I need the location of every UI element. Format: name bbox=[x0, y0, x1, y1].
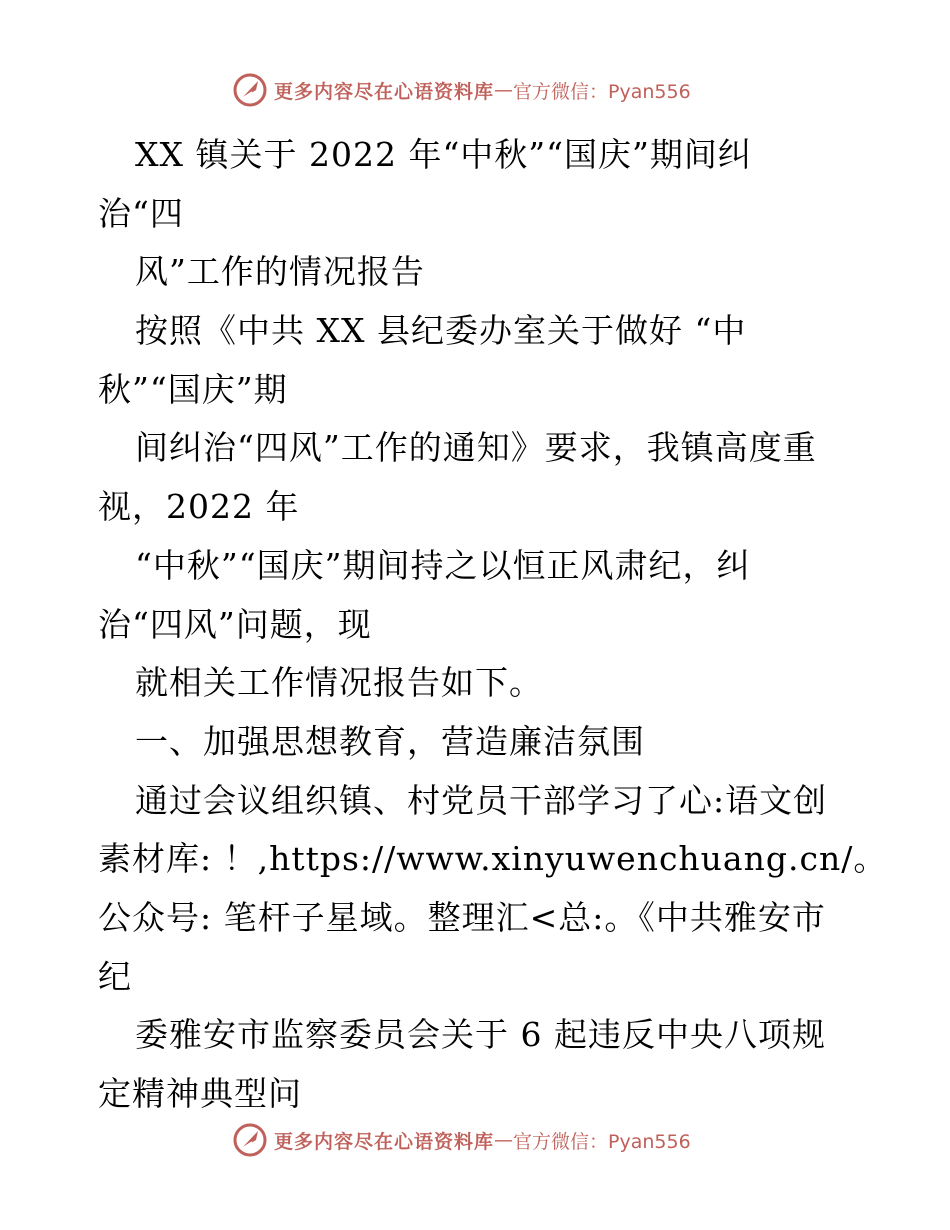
doc-paragraph-line: “中秋”“国庆”期间持之以恒正风肃纪，纠 bbox=[135, 545, 751, 585]
footer-contact-text: 官方微信：Pyan556 bbox=[513, 1130, 691, 1153]
header-contact-text: 官方微信：Pyan556 bbox=[513, 80, 691, 103]
doc-paragraph-line: 委雅安市监察委员会关于 6 起违反中央八项规 bbox=[135, 1015, 826, 1055]
doc-paragraph-line: 公众号: 笔杆子星域。整理汇<总:。《中共雅安市 bbox=[98, 897, 826, 937]
quill-logo-icon bbox=[232, 1122, 268, 1158]
doc-paragraph-line: 治“四风”问题，现 bbox=[98, 604, 372, 644]
doc-section-heading: 一、加强思想教育，营造廉洁氛围 bbox=[135, 721, 645, 761]
doc-paragraph-line: 秋”“国庆”期 bbox=[98, 369, 288, 409]
doc-title-line: XX 镇关于 2022 年“中秋”“国庆”期间纠 bbox=[135, 135, 752, 174]
document-body bbox=[98, 126, 888, 1124]
footer-separator: — bbox=[494, 1129, 514, 1151]
doc-paragraph-line: 通过会议组织镇、村党员干部学习了心:语文创 bbox=[135, 780, 828, 820]
doc-paragraph-line: 就相关工作情况报告如下。 bbox=[135, 663, 543, 703]
doc-paragraph-line: 定精神典型问 bbox=[98, 1074, 302, 1113]
header-watermark bbox=[232, 72, 691, 108]
doc-title-line: 风”工作的情况报告 bbox=[135, 252, 425, 292]
doc-paragraph-line: 素材库: ！,https://www.xinyuwenchuang.cn/。 bbox=[98, 839, 888, 879]
doc-paragraph-line: 视，2022 年 bbox=[98, 487, 300, 527]
doc-paragraph-line: 间纠治“四风”工作的通知》要求，我镇高度重 bbox=[135, 428, 817, 468]
quill-logo-icon bbox=[232, 72, 268, 108]
header-separator: — bbox=[494, 79, 514, 101]
header-brand-text: 更多内容尽在心语资料库 bbox=[274, 80, 495, 103]
footer-watermark bbox=[232, 1122, 691, 1158]
footer-brand-text: 更多内容尽在心语资料库 bbox=[274, 1130, 495, 1153]
doc-paragraph-line: 纪 bbox=[98, 956, 132, 996]
doc-paragraph-line: 按照《中共 XX 县纪委办室关于做好 “中 bbox=[135, 311, 747, 351]
doc-title-line: 治“四 bbox=[98, 193, 184, 233]
